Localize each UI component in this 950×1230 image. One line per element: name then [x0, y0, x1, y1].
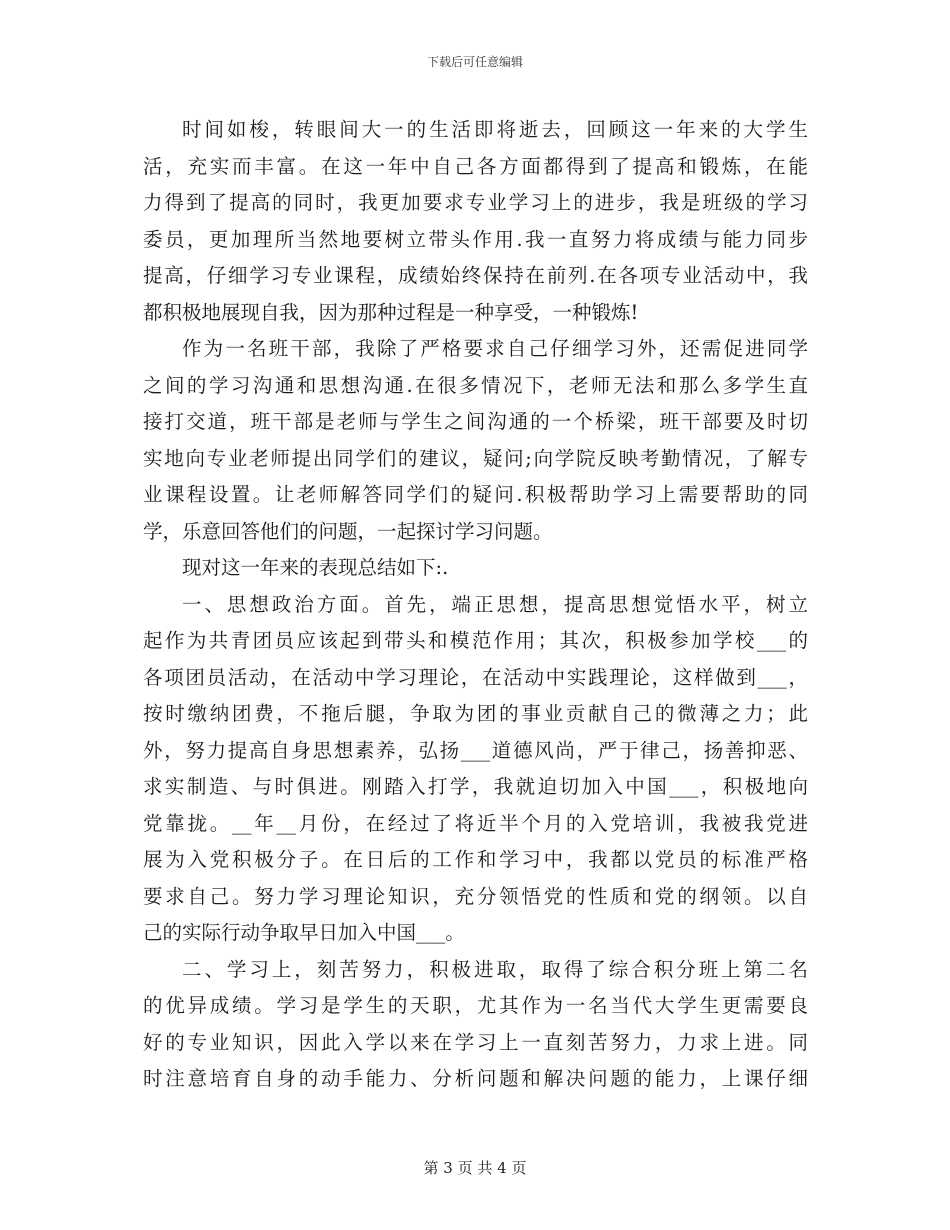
body-line: 一、思想政治方面。首先，端正思想，提高思想觉悟水平，树立: [182, 592, 808, 616]
body-line: 接打交道，班干部是老师与学生之间沟通的一个桥梁，班干部要及时切: [143, 410, 808, 433]
body-line: 求实制造、与时俱进。刚踏入打学，我就迫切加入中国___，积极地向: [143, 775, 808, 798]
body-line: 现对这一年来的表现总结如下:.: [182, 556, 449, 579]
body-line: 展为入党积极分子。在日后的工作和学习中，我都以党员的标准严格: [143, 848, 808, 871]
body-line: 都积极地展现自我，因为那种过程是一种享受，一种锻炼!: [143, 300, 639, 324]
body-line: 作为一名班干部，我除了严格要求自己仔细学习外，还需促进同学: [182, 337, 808, 360]
body-line: 委员，更加理所当然地要树立带头作用.我一直努力将成绩与能力同步: [143, 227, 808, 251]
body-line: 业课程设置。让老师解答同学们的疑问.积极帮助学习上需要帮助的同: [143, 483, 808, 506]
body-line: 力得到了提高的同时，我更加要求专业学习上的进步，我是班级的学习: [143, 191, 808, 214]
document-body: [143, 112, 808, 1098]
body-line: 党靠拢。__年__月份，在经过了将近半个月的入党培训，我被我党进: [143, 811, 808, 835]
page-header: 下载后可任意编辑: [426, 55, 523, 69]
body-line: 时注意培育自身的动手能力、分析问题和解决问题的能力，上课仔细: [143, 1067, 808, 1090]
body-line: 实地向专业老师提出同学们的建议，疑问;向学院反映考勤情况，了解专: [143, 446, 808, 470]
body-line: 起作为共青团员应该起到带头和模范作用；其次，积极参加学校___的: [143, 629, 808, 652]
body-line: 外，努力提高自身思想素养，弘扬___道德风尚，严于律己，扬善抑恶、: [143, 738, 808, 762]
body-line: 之间的学习沟通和思想沟通.在很多情况下，老师无法和那么多学生直: [143, 373, 808, 397]
body-line: 好的专业知识，因此入学以来在学习上一直刻苦努力，力求上进。同: [143, 1030, 808, 1054]
body-line: 二、学习上，刻苦努力，积极进取，取得了综合积分班上第二名: [182, 957, 808, 981]
page-footer: 第 3 页 共 4 页: [423, 1159, 527, 1177]
body-line: 按时缴纳团费，不拖后腿，争取为团的事业贡献自己的微薄之力；此: [143, 702, 808, 725]
body-line: 活，充实而丰富。在这一年中自己各方面都得到了提高和锻炼，在能: [143, 154, 808, 178]
body-line: 各项团员活动，在活动中学习理论，在活动中实践理论，这样做到___，: [143, 665, 808, 689]
body-line: 学，乐意回答他们的问题，一起探讨学习问题。: [143, 519, 553, 543]
body-line: 时间如梭，转眼间大一的生活即将逝去，回顾这一年来的大学生: [182, 118, 808, 141]
body-line: 己的实际行动争取早日加入中国___。: [143, 921, 465, 944]
body-line: 的优异成绩。学习是学生的天职，尤其作为一名当代大学生更需要良: [143, 994, 808, 1017]
body-line: 提高，仔细学习专业课程，成绩始终保持在前列.在各项专业活动中，我: [143, 264, 808, 287]
body-line: 要求自己。努力学习理论知识，充分领悟党的性质和党的纲领。以自: [143, 884, 808, 908]
